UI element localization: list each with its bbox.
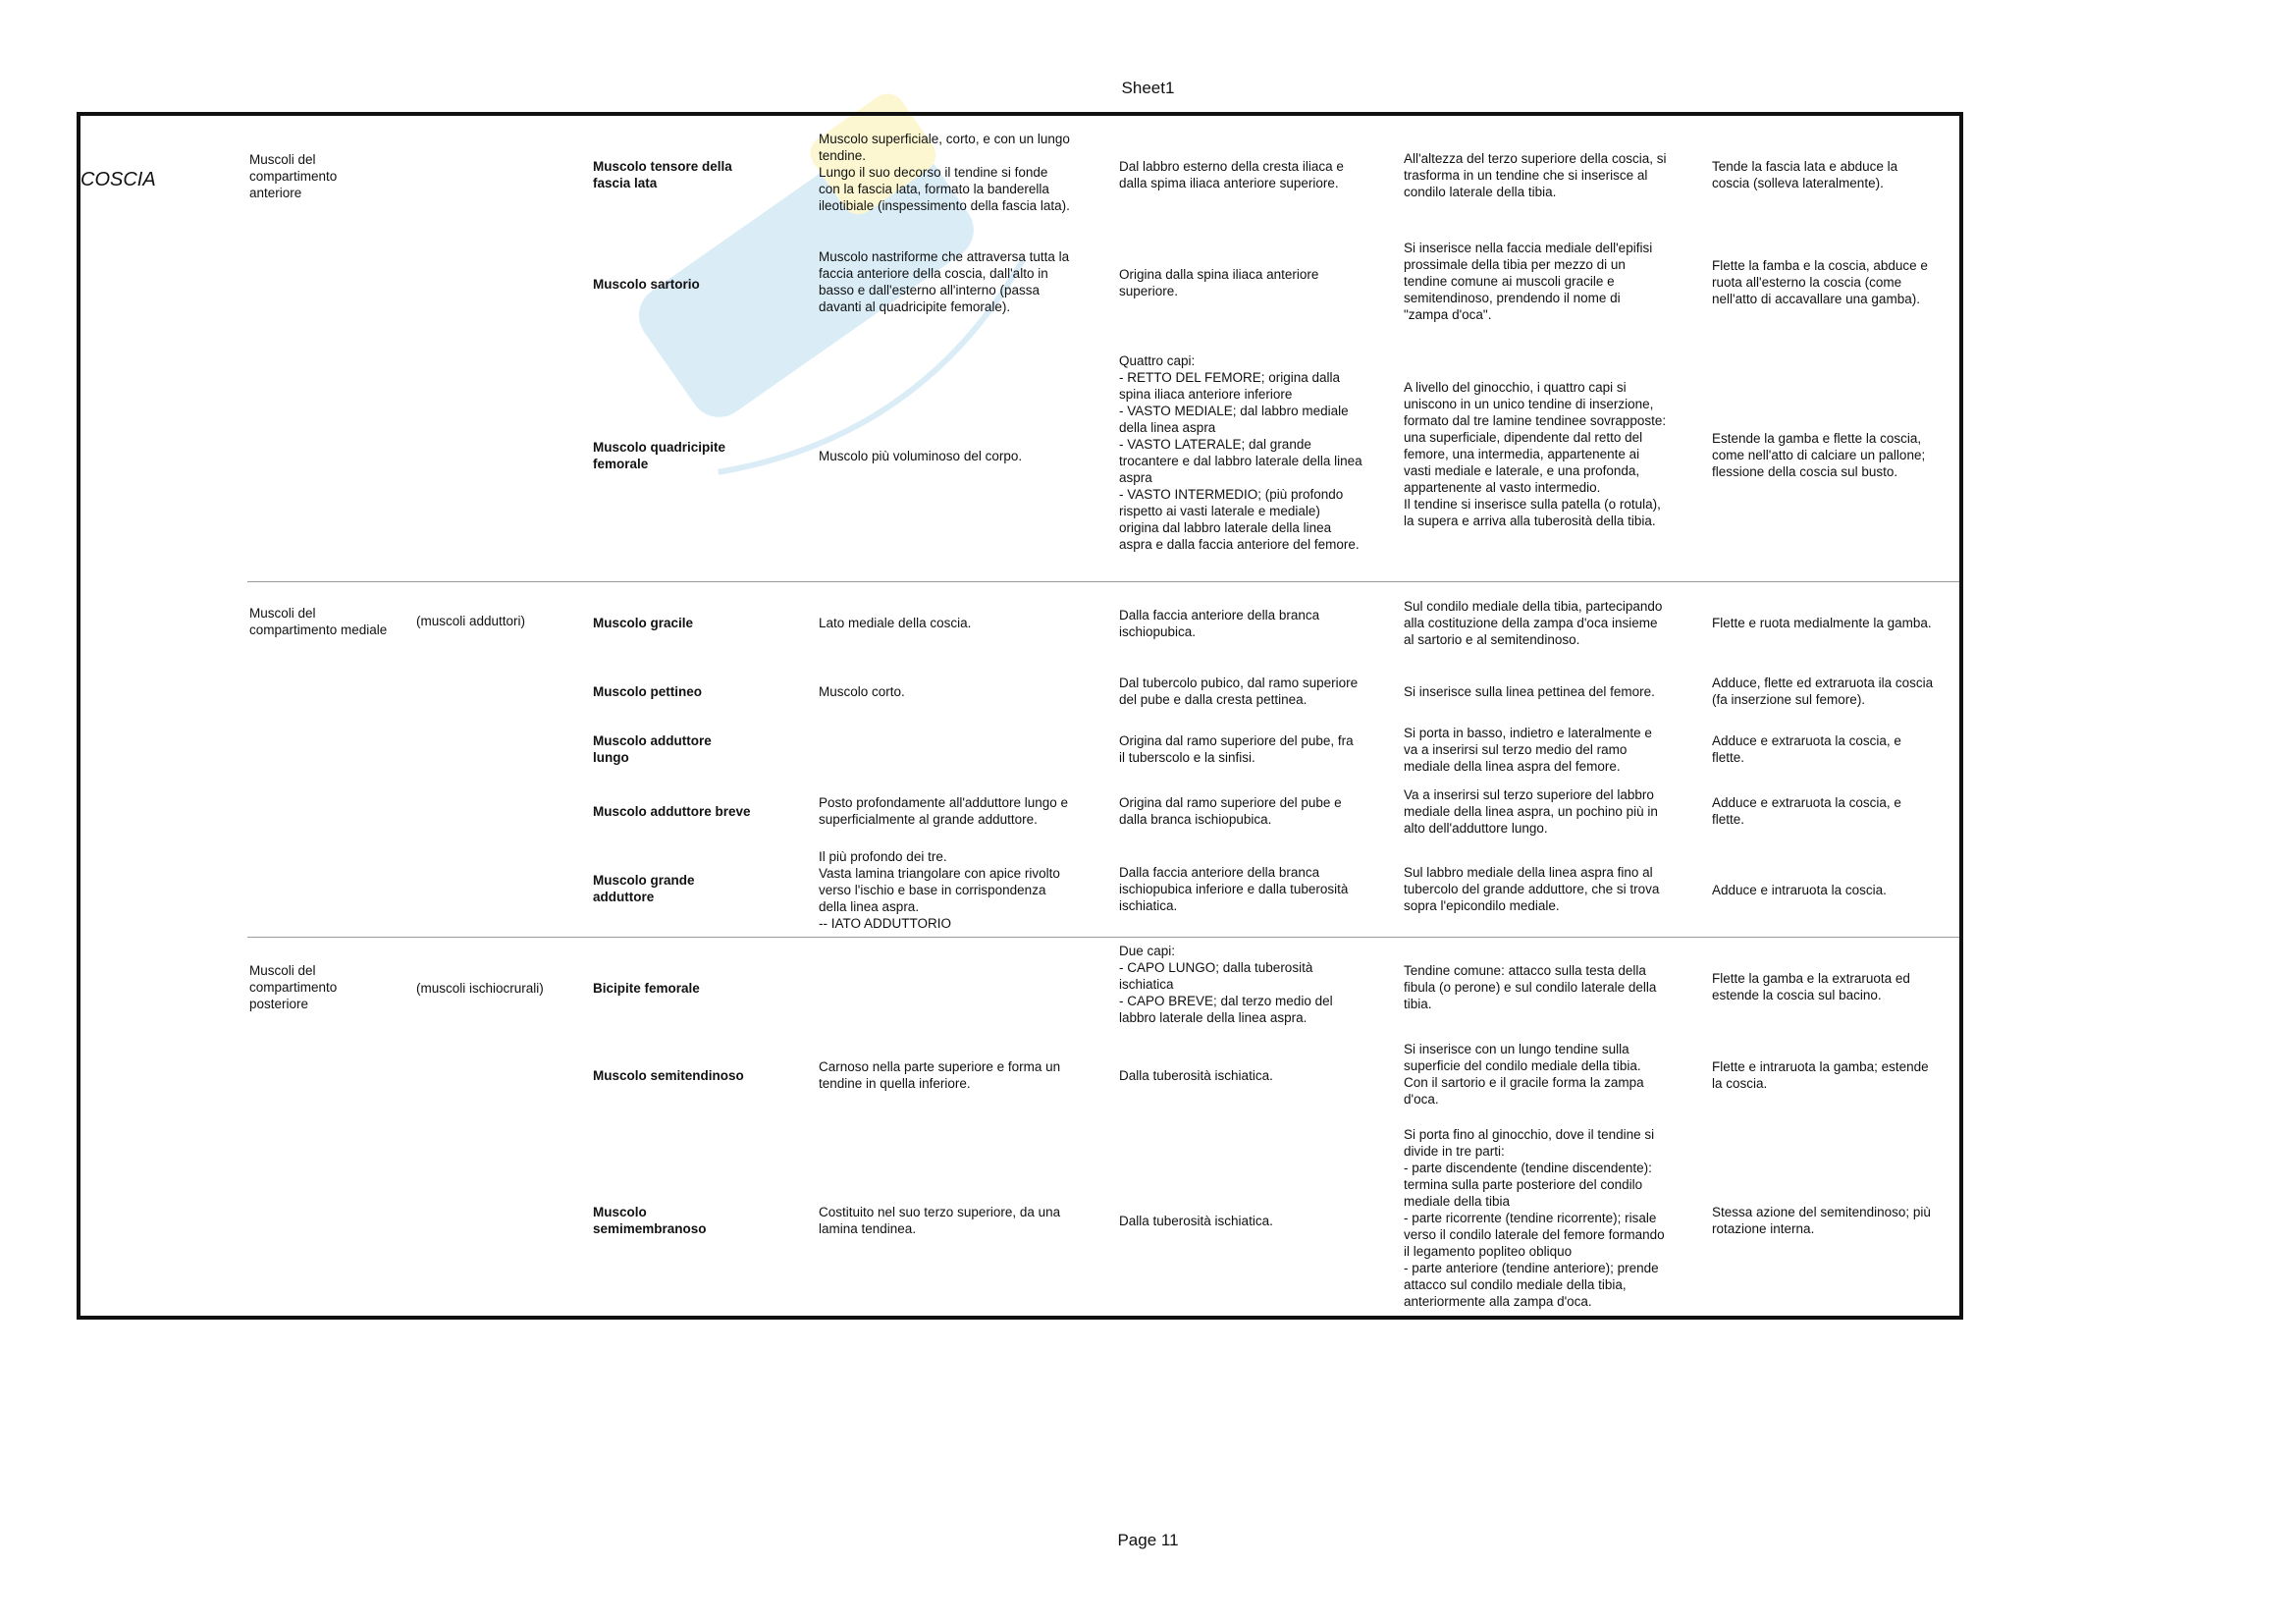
muscle-origin: Dal tubercolo pubico, dal ramo superiore del pube e dalla cresta pettinea.: [1119, 676, 1359, 707]
muscle-action: Tende la fascia lata e abduce la coscia (solleva lateralmente).: [1712, 159, 1898, 190]
muscle-name: Muscolo grande adduttore: [593, 873, 695, 904]
muscle-description: Carnoso nella parte superiore e forma un tendine in quella inferiore.: [819, 1059, 1061, 1091]
muscle-origin: Origina dal ramo superiore del pube e dalla branca ischiopubica.: [1119, 795, 1342, 827]
muscle-insertion: Sul labbro mediale della linea aspra fino al tubercolo del grande adduttore, che si trova sopra l'epicondilo mediale.: [1404, 865, 1660, 913]
muscle-insertion: Si porta fino al ginocchio, dove il tendine si divide in tre parti: - parte discendente (tendine discendente): termina sulla parte posteriore del condilo mediale della tibia - parte ricorrente (tendine ricorrente); risale verso il condilo laterale del femore formando il legamento popliteo obliquo - parte anteriore (tendine anteriore); prende attacco sul condilo mediale della tibia, anteriormente alla zampa d'oca.: [1404, 1127, 1665, 1309]
muscle-origin: Dalla faccia anteriore della branca ischiopubica inferiore e dalla tuberosità ischiatica.: [1119, 865, 1349, 913]
group-sublabel: (muscoli adduttori): [416, 614, 526, 628]
muscle-origin: Origina dal ramo superiore del pube, fra il tuberscolo e la sinfisi.: [1119, 733, 1354, 765]
group-label: Muscoli del compartimento posteriore: [249, 963, 338, 1011]
muscle-action: Stessa azione del semitendinoso; più rotazione interna.: [1712, 1205, 1931, 1236]
muscle-description: Muscolo superficiale, corto, e con un lungo tendine. Lungo il suo decorso il tendine si fonde con la fascia lata, formato la banderella ileotibiale (inspessimento della fascia lata).: [819, 132, 1070, 213]
muscle-insertion: Si inserisce sulla linea pettinea del femore.: [1404, 684, 1655, 699]
muscle-origin: Quattro capi: - RETTO DEL FEMORE; origina dalla spina iliaca anteriore inferiore - VASTO MEDIALE; dal labbro mediale della linea aspra - VASTO LATERALE; dal grande trocantere e dal labbro laterale della linea aspra - VASTO INTERMEDIO; (più profondo rispetto ai vasti laterale e mediale) origina dal labbro laterale della linea aspra e dalla faccia anteriore del femore.: [1119, 353, 1362, 552]
muscle-description: Muscolo più voluminoso del corpo.: [819, 449, 1023, 463]
muscle-description: Costituito nel suo terzo superiore, da una lamina tendinea.: [819, 1205, 1061, 1236]
group-label: Muscoli del compartimento mediale: [249, 606, 388, 637]
muscle-action: Flette e ruota medialmente la gamba.: [1712, 616, 1932, 630]
muscle-action: Adduce e extraruota la coscia, e flette.: [1712, 795, 1901, 827]
muscle-description: Lato mediale della coscia.: [819, 616, 972, 630]
muscle-name: Muscolo semimembranoso: [593, 1205, 707, 1236]
muscle-description: Posto profondamente all'adduttore lungo e superficialmente al grande adduttore.: [819, 795, 1069, 827]
muscle-action: Adduce e extraruota la coscia, e flette.: [1712, 733, 1901, 765]
muscle-name: Bicipite femorale: [593, 981, 700, 996]
muscle-name: Muscolo adduttore breve: [593, 804, 751, 819]
page-number: Page 11: [1117, 1531, 1179, 1549]
region-label: COSCIA: [80, 169, 156, 190]
muscle-insertion: All'altezza del terzo superiore della coscia, si trasforma in un tendine che si inserisce al condilo laterale della tibia.: [1404, 151, 1667, 199]
muscle-origin: Origina dalla spina iliaca anteriore superiore.: [1119, 267, 1319, 298]
group-separator: [247, 581, 1959, 582]
muscle-insertion: Tendine comune: attacco sulla testa della fibula (o perone) e sul condilo laterale della tibia.: [1404, 963, 1657, 1011]
muscle-action: Estende la gamba e flette la coscia, come nell'atto di calciare un pallone; flessione della coscia sul busto.: [1712, 431, 1926, 479]
muscle-insertion: Si inserisce nella faccia mediale dell'epifisi prossimale della tibia per mezzo di un tendine comune ai muscoli gracile e semitendinoso, prendendo il nome di "zampa d'oca".: [1404, 241, 1653, 322]
muscle-description: Muscolo corto.: [819, 684, 905, 699]
sheet-title: Sheet1: [1121, 79, 1175, 97]
muscle-action: Flette e intraruota la gamba; estende la coscia.: [1712, 1059, 1929, 1091]
muscle-name: Muscolo gracile: [593, 616, 694, 630]
muscle-origin: Dal labbro esterno della cresta iliaca e dalla spima iliaca anteriore superiore.: [1119, 159, 1344, 190]
muscle-description: Il più profondo dei tre. Vasta lamina triangolare con apice rivolto verso l'ischio e base in corrispondenza della linea aspra. -- IATO ADDUTTORIO: [819, 849, 1060, 931]
muscle-origin: Dalla faccia anteriore della branca ischiopubica.: [1119, 608, 1320, 639]
muscle-insertion: Va a inserirsi sul terzo superiore del labbro mediale della linea aspra, un pochino più in alto dell'adduttore lungo.: [1404, 787, 1658, 836]
group-separator: [247, 937, 1959, 938]
muscle-origin: Dalla tuberosità ischiatica.: [1119, 1214, 1273, 1228]
muscle-action: Flette la famba e la coscia, abduce e ruota all'esterno la coscia (come nell'atto di accavallare una gamba).: [1712, 258, 1928, 306]
muscle-origin: Due capi: - CAPO LUNGO; dalla tuberosità ischiatica - CAPO BREVE; dal terzo medio del labbro laterale della linea aspra.: [1119, 944, 1333, 1025]
table-frame: [77, 112, 1963, 1320]
muscle-name: Muscolo semitendinoso: [593, 1068, 744, 1083]
muscle-name: Muscolo adduttore lungo: [593, 733, 712, 765]
muscle-description: Muscolo nastriforme che attraversa tutta la faccia anteriore della coscia, dall'alto in basso e dall'esterno all'interno (passa davanti al quadricipite femorale).: [819, 249, 1070, 314]
group-label: Muscoli del compartimento anteriore: [249, 152, 338, 200]
muscle-name: Muscolo quadricipite femorale: [593, 440, 726, 471]
muscle-insertion: A livello del ginocchio, i quattro capi si uniscono in un unico tendine di inserzione, formato dal tre lamine tendinee sovrapposte: una superficiale, dipendente dal retto del femore, una intermedia, appartenente ai vasti mediale e laterale, e una profonda, appartenente al vasto intermedio. Il tendine si inserisce sulla patella (o rotula), la supera e arriva alla tuberosità della tibia.: [1404, 380, 1667, 528]
muscle-name: Muscolo pettineo: [593, 684, 702, 699]
muscle-name: Muscolo sartorio: [593, 277, 700, 292]
muscle-insertion: Si porta in basso, indietro e lateralmente e va a inserirsi sul terzo medio del ramo mediale della linea aspra del femore.: [1404, 726, 1652, 774]
muscle-action: Adduce e intraruota la coscia.: [1712, 883, 1887, 897]
muscle-insertion: Si inserisce con un lungo tendine sulla superficie del condilo mediale della tibia. Con il sartorio e il gracile forma la zampa d'oca.: [1404, 1042, 1644, 1107]
group-sublabel: (muscoli ischiocrurali): [416, 981, 544, 996]
muscle-insertion: Sul condilo mediale della tibia, partecipando alla costituzione della zampa d'oca insieme al sartorio e al semitendinoso.: [1404, 599, 1663, 647]
muscle-action: Adduce, flette ed extraruota ila coscia (fa inserzione sul femore).: [1712, 676, 1934, 707]
muscle-origin: Dalla tuberosità ischiatica.: [1119, 1068, 1273, 1083]
muscle-name: Muscolo tensore della fascia lata: [593, 159, 732, 190]
muscle-action: Flette la gamba e la extraruota ed estende la coscia sul bacino.: [1712, 971, 1910, 1002]
